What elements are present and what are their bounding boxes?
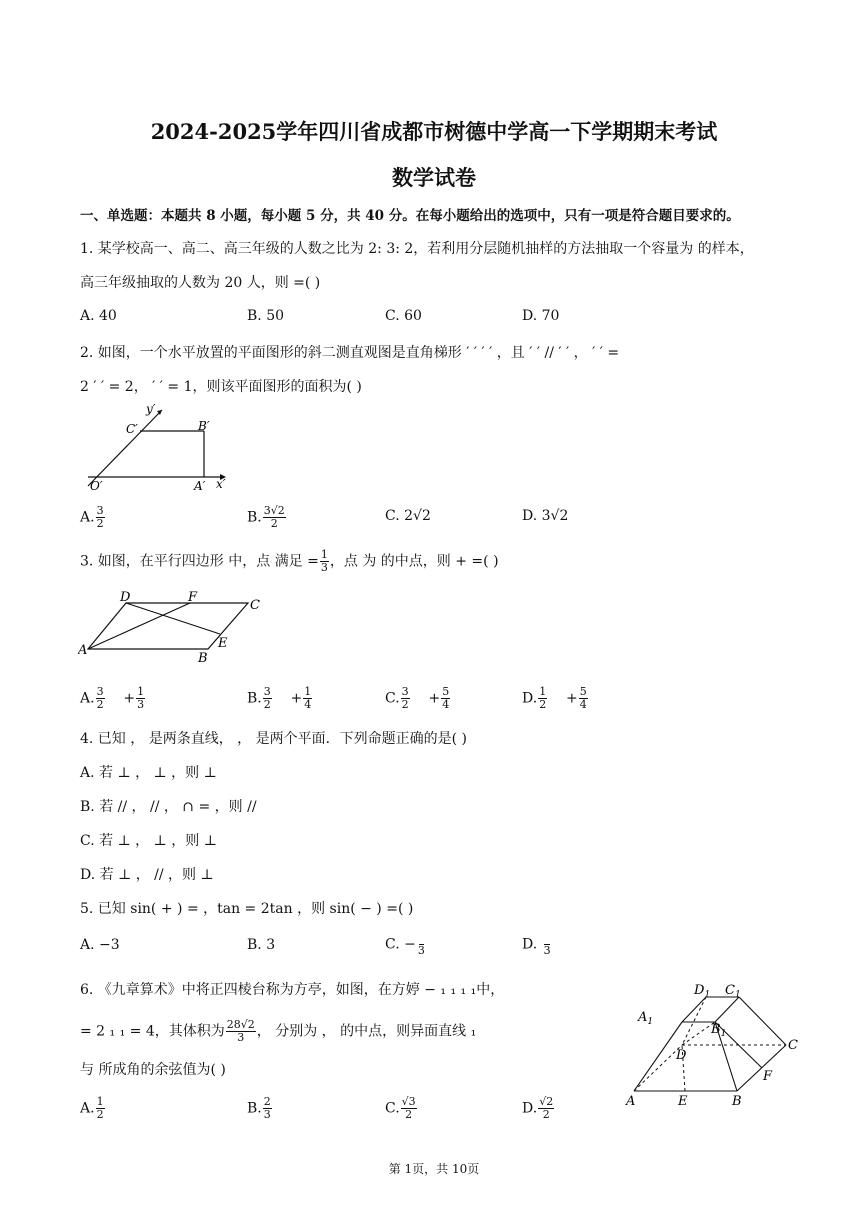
- q2-line2: 2 ′ ′ = 2， ′ ′ = 1，则该平面图形的面积为( ): [80, 379, 362, 395]
- q5-option-a: A. −3: [80, 937, 120, 953]
- q5-stem: 5. 已知 sin( + ) = ，tan = 2tan ，则 sin( − ) =( ): [80, 901, 414, 917]
- label-c1: $C_1$: [725, 983, 741, 1000]
- page-title: 2024-2025学年四川省成都市树德中学高一下学期期末考试: [150, 119, 718, 144]
- label-a1: $A_1$: [638, 1010, 654, 1027]
- q4-stem: 4. 已知 ， 是两条直线， ， 是两个平面．下列命题正确的是( ): [80, 731, 467, 747]
- q1-line1: 1. 某学校高一、高二、高三年级的人数之比为 2: 3: 2，若利用分层随机抽样的方法抽取一个容量为 的样本，: [80, 241, 754, 257]
- q2-line1: 2. 如图，一个水平放置的平面图形的斜二测直观图是直角梯形 ′ ′ ′ ′ ，且 ′ ′ // ′ ′ ， ′ ′ =: [80, 345, 620, 361]
- q1-option-c: C. 60: [385, 308, 422, 324]
- q4-option-d: D. 若 ⊥ ， // ，则 ⊥: [80, 867, 214, 883]
- q5-option-d: D. 3: [522, 932, 553, 957]
- label-a: A: [626, 1094, 636, 1109]
- label-d1: $D_1$: [694, 983, 711, 1000]
- q1-line2: 高三年级抽取的人数为 20 人，则 =( ): [80, 275, 321, 291]
- label-c-prime: C′: [126, 422, 138, 436]
- q4-option-a: A. 若 ⊥ ， ⊥ ，则 ⊥: [80, 765, 217, 781]
- q2-option-b: B. $\frac{3√2}{2}$: [247, 504, 285, 530]
- label-b: B: [198, 651, 208, 665]
- page-footer: 第 1页，共 10页: [388, 1162, 480, 1176]
- q2-option-d: D. 3√2: [522, 508, 569, 524]
- q1-option-b: B. 50: [247, 308, 285, 324]
- q6-option-a: A. $\frac{1}{2}$: [80, 1095, 104, 1121]
- q5-option-c: C. − 3: [385, 932, 427, 957]
- q3-stem: 3. 如图，在平行四边形 中，点 满足 = $\frac{1}{3}$ ，点 为 的中点，则 + =( ): [80, 548, 499, 574]
- label-o-prime: O′: [90, 479, 103, 493]
- q6-line1: 6. 《九章算术》中将正四棱台称为方亭，如图，在方婷 − ₁ ₁ ₁ ₁中，: [80, 982, 505, 998]
- page-subtitle: 数学试卷: [392, 165, 476, 190]
- q3-option-a: A. $\frac{3}{2}$ + $\frac{1}{3}$: [80, 685, 145, 711]
- q6-option-c: C. $\frac{√3}{2}$: [385, 1095, 416, 1121]
- label-f: F: [188, 590, 198, 605]
- q6-line3: 与 所成角的余弦值为( ): [80, 1062, 226, 1078]
- label-e: E: [218, 636, 228, 651]
- q6-option-b: B. $\frac{2}{3}$: [247, 1095, 271, 1121]
- q1-option-d: D. 70: [522, 308, 560, 324]
- label-d: D: [676, 1048, 687, 1063]
- q3-option-b: B. $\frac{3}{2}$ + $\frac{1}{4}$: [247, 685, 312, 711]
- q1-option-a: A. 40: [80, 308, 117, 324]
- label-d: D: [120, 590, 131, 605]
- label-c: C: [788, 1038, 798, 1053]
- q2-option-c: C. 2√2: [385, 508, 431, 524]
- q2-trapezoid-figure: [84, 400, 234, 495]
- label-b-prime: B′: [198, 419, 210, 433]
- q6-frustum-figure: [622, 975, 806, 1115]
- q4-option-c: C. 若 ⊥ ， ⊥ ，则 ⊥: [80, 833, 217, 849]
- label-e: E: [678, 1094, 688, 1109]
- section-heading: 一、单选题：本题共 8 小题，每小题 5 分，共 40 分。在每小题给出的选项中，只有一项是符合题目要求的。: [80, 208, 740, 224]
- q2-option-a: A. $\frac{3}{2}$: [80, 504, 104, 530]
- q5-option-b: B. 3: [247, 937, 276, 953]
- label-a-prime: A′: [194, 479, 206, 493]
- q3-option-d: D. $\frac{1}{2}$ + $\frac{5}{4}$: [522, 685, 587, 711]
- q6-line2: = 2 ₁ ₁ = 4，其体积为 $\frac{28√2}{3}$ ， 分别为 ， 的中点，则异面直线 ₁: [80, 1018, 477, 1044]
- q4-option-b: B. 若 // ， // ， ∩ = ，则 //: [80, 799, 257, 815]
- q3-option-c: C. $\frac{3}{2}$ + $\frac{5}{4}$: [385, 685, 450, 711]
- label-y-axis: y′: [146, 402, 156, 416]
- q6-option-d: D. $\frac{√2}{2}$: [522, 1095, 554, 1121]
- label-b: B: [732, 1094, 742, 1109]
- label-c: C: [250, 598, 260, 613]
- label-a: A: [78, 643, 88, 658]
- label-f: F: [763, 1069, 773, 1084]
- label-b1: $B_1$: [711, 1022, 727, 1039]
- q3-parallelogram-figure: [78, 590, 268, 665]
- label-x-axis: x′: [216, 477, 226, 491]
